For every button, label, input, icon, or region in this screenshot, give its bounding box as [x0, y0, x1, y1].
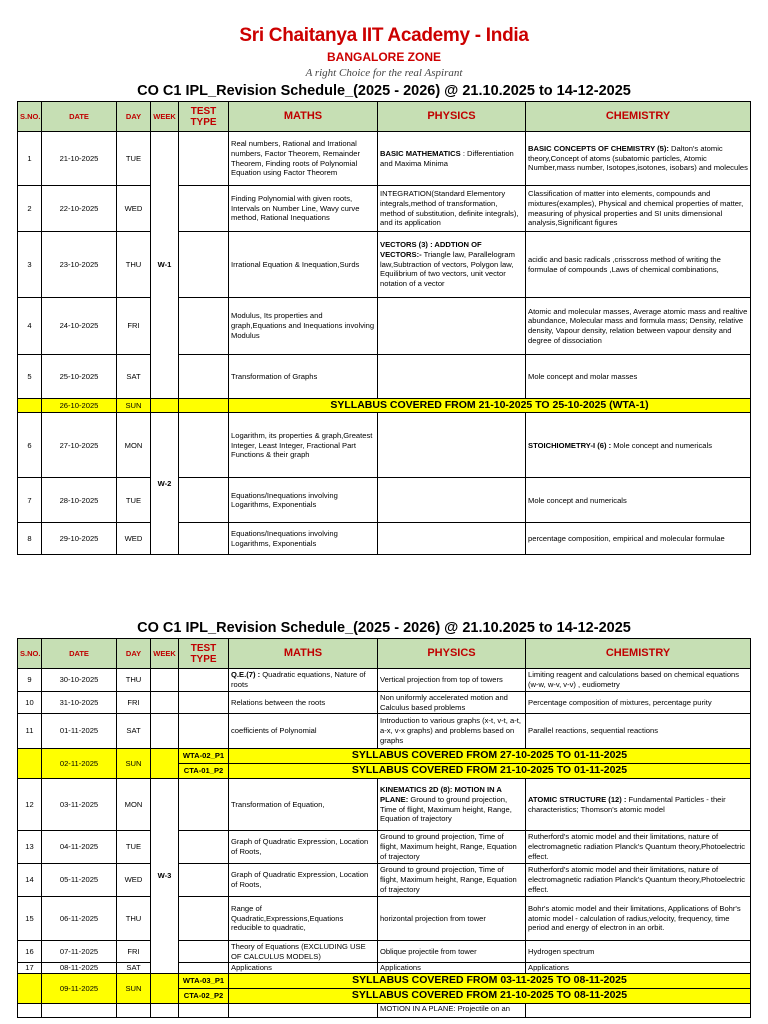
day-cell: SUN: [117, 974, 151, 1004]
maths-cell: Relations between the roots: [229, 692, 378, 714]
sno-cell: 10: [18, 692, 42, 714]
chemistry-cell: percentage composition, empirical and molecular formulae: [526, 523, 751, 555]
day-cell: THU: [117, 232, 151, 298]
test-type-cell: CTA-02_P2: [179, 989, 229, 1004]
physics-cell: Introduction to various graphs (x-t, v-t, a-t, a-x, v-x graphs) and problems based on graphs: [378, 714, 526, 749]
date-cell: 23-10-2025: [42, 232, 117, 298]
physics-cell: KINEMATICS 2D (8): MOTION IN A PLANE: Ground to ground projection, Time of flight, Maximum height, Range, Equation of trajectory: [378, 779, 526, 831]
test-type-cell: [179, 669, 229, 692]
week-cell: [151, 749, 179, 779]
sno-cell: 15: [18, 897, 42, 941]
col-week: WEEK: [151, 102, 179, 132]
table-row: [18, 714, 751, 749]
chemistry-cell: Mole concept and numericals: [526, 478, 751, 523]
maths-cell: Modulus, Its properties and graph,Equations and Inequations involving Modulus: [229, 298, 378, 355]
date-cell: 08-11-2025: [42, 963, 117, 974]
table-row: [18, 478, 751, 523]
date-cell: 28-10-2025: [42, 478, 117, 523]
sno-cell: [18, 1004, 42, 1018]
day-cell: SAT: [117, 714, 151, 749]
date-cell: 05-11-2025: [42, 864, 117, 897]
day-cell: THU: [117, 669, 151, 692]
chemistry-cell: [526, 1004, 751, 1018]
day-cell: TUE: [117, 132, 151, 186]
sno-cell: 5: [18, 355, 42, 399]
sno-cell: 7: [18, 478, 42, 523]
table-row: [18, 355, 751, 399]
physics-cell: [378, 413, 526, 478]
date-cell: 09-11-2025: [42, 974, 117, 1004]
table-row: [18, 132, 751, 186]
physics-cell: horizontal projection from tower: [378, 897, 526, 941]
sno-cell: 17: [18, 963, 42, 974]
zone-label: BANGALORE ZONE: [327, 50, 441, 64]
maths-cell: Q.E.(7) : Quadratic equations, Nature of roots: [229, 669, 378, 692]
physics-cell: BASIC MATHEMATICS : Differentiation and Maxima Minima: [378, 132, 526, 186]
week-cell: [151, 692, 179, 714]
syllabus-banner-row: [18, 399, 751, 413]
week-cell: [151, 974, 179, 1004]
table-header-row: [18, 102, 751, 132]
maths-cell: coefficients of Polynomial: [229, 714, 378, 749]
sno-cell: [18, 399, 42, 413]
col-week: WEEK: [151, 639, 179, 669]
sno-cell: 16: [18, 941, 42, 963]
physics-cell: VECTORS (3) : ADDTION OF VECTORS:- Triangle law, Parallelogram law,Subtraction of vectors, Polygon law, Equilibrium of two vectors, unit vector notation of a vector: [378, 232, 526, 298]
date-cell: 26-10-2025: [42, 399, 117, 413]
table-row: [18, 232, 751, 298]
maths-cell: Equations/Inequations involving Logarithms, Exponentials: [229, 523, 378, 555]
schedule-title-2: CO C1 IPL_Revision Schedule_(2025 - 2026) @ 21.10.2025 to 14-12-2025: [137, 620, 631, 636]
chemistry-cell: Rutherford's atomic model and their limitations, nature of electromagnetic radiation Planck's Quantum theory,Photoelectric effect.: [526, 864, 751, 897]
test-type-cell: [179, 132, 229, 186]
date-cell: 06-11-2025: [42, 897, 117, 941]
date-cell: 22-10-2025: [42, 186, 117, 232]
sno-cell: 8: [18, 523, 42, 555]
day-cell: SAT: [117, 963, 151, 974]
syllabus-banner-row: [18, 749, 751, 764]
chemistry-cell: BASIC CONCEPTS OF CHEMISTRY (5): Dalton's atomic theory,Concept of atoms (subatomic particles, Atomic Number,mass number, Isotopes,isotones, isobars) and molecules: [526, 132, 751, 186]
date-cell: 29-10-2025: [42, 523, 117, 555]
table-row: [18, 298, 751, 355]
day-cell: SUN: [117, 399, 151, 413]
chemistry-cell: Bohr's atomic model and their limitations, Applications of Bohr's atomic model - calculation of radius,velocity, frequency, time period and energy of electron in an orbit.: [526, 897, 751, 941]
maths-cell: Range of Quadratic,Expressions,Equations reducible to quadratic,: [229, 897, 378, 941]
date-cell: 31-10-2025: [42, 692, 117, 714]
date-cell: 04-11-2025: [42, 831, 117, 864]
col-maths: MATHS: [229, 102, 378, 132]
test-type-cell: [179, 1004, 229, 1018]
schedule-title-1: CO C1 IPL_Revision Schedule_(2025 - 2026) @ 21.10.2025 to 14-12-2025: [137, 83, 631, 99]
test-type-cell: [179, 692, 229, 714]
test-type-cell: [179, 963, 229, 974]
day-cell: THU: [117, 897, 151, 941]
day-cell: TUE: [117, 478, 151, 523]
test-type-cell: [179, 232, 229, 298]
col-date: DATE: [42, 102, 117, 132]
date-cell: 07-11-2025: [42, 941, 117, 963]
test-type-cell: [179, 478, 229, 523]
week-cell: [151, 399, 179, 413]
table-header-row: [18, 639, 751, 669]
maths-cell: [229, 1004, 378, 1018]
test-type-cell: [179, 523, 229, 555]
maths-cell: Applications: [229, 963, 378, 974]
sno-cell: 4: [18, 298, 42, 355]
institute-title: Sri Chaitanya IIT Academy - India: [239, 25, 529, 46]
schedule-table-2: [17, 638, 751, 1018]
table-row: [18, 897, 751, 941]
day-cell: WED: [117, 523, 151, 555]
date-cell: 25-10-2025: [42, 355, 117, 399]
test-type-cell: WTA-02_P1: [179, 749, 229, 764]
day-cell: MON: [117, 779, 151, 831]
date-cell: 24-10-2025: [42, 298, 117, 355]
physics-cell: Applications: [378, 963, 526, 974]
maths-cell: Real numbers, Rational and Irrational numbers, Factor Theorem, Remainder Theorem, Finding roots of Polynomial Equation using Factor Theorem: [229, 132, 378, 186]
chemistry-cell: Hydrogen spectrum: [526, 941, 751, 963]
test-type-cell: [179, 399, 229, 413]
table-row: [18, 941, 751, 963]
day-cell: [117, 1004, 151, 1018]
chemistry-cell: Parallel reactions, sequential reactions: [526, 714, 751, 749]
maths-cell: Graph of Quadratic Expression, Location of Roots,: [229, 864, 378, 897]
physics-cell: Oblique projectile from tower: [378, 941, 526, 963]
physics-cell: INTEGRATION(Standard Elementory integrals,method of transformation, method of substitution, definite integrals), and its application: [378, 186, 526, 232]
test-type-cell: [179, 186, 229, 232]
col-physics: PHYSICS: [378, 639, 526, 669]
week-cell: W-3: [151, 779, 179, 974]
test-type-cell: [179, 831, 229, 864]
chemistry-cell: STOICHIOMETRY-I (6) : Mole concept and numericals: [526, 413, 751, 478]
test-type-cell: [179, 779, 229, 831]
physics-cell: [378, 355, 526, 399]
chemistry-cell: Atomic and molecular masses, Average atomic mass and realtive abundance, Molecular mass and formula mass; Density, relative density, Vapour density, relation between vapour density and degree of dissociation: [526, 298, 751, 355]
maths-cell: Theory of Equations (EXCLUDING USE OF CALCULUS MODELS): [229, 941, 378, 963]
chemistry-cell: Rutherford's atomic model and their limitations, nature of electromagnetic radiation Planck's Quantum theory,Photoelectric effect.: [526, 831, 751, 864]
sno-cell: 3: [18, 232, 42, 298]
week-cell: [151, 1004, 179, 1018]
table-row: [18, 186, 751, 232]
syllabus-banner: SYLLABUS COVERED FROM 21-10-2025 TO 08-11-2025: [229, 989, 751, 1004]
date-cell: 03-11-2025: [42, 779, 117, 831]
sno-cell: 13: [18, 831, 42, 864]
test-type-cell: [179, 298, 229, 355]
syllabus-banner: SYLLABUS COVERED FROM 03-11-2025 TO 08-11-2025: [229, 974, 751, 989]
maths-cell: Logarithm, its properties & graph,Greatest Integer, Least Integer, Fractional Part Functions & their graph: [229, 413, 378, 478]
date-cell: 30-10-2025: [42, 669, 117, 692]
sno-cell: 2: [18, 186, 42, 232]
sno-cell: 9: [18, 669, 42, 692]
sno-cell: [18, 749, 42, 779]
table-row: [18, 963, 751, 974]
date-cell: 02-11-2025: [42, 749, 117, 779]
date-cell: 21-10-2025: [42, 132, 117, 186]
physics-cell: Ground to ground projection, Time of flight, Maximum height, Range, Equation of trajectory: [378, 831, 526, 864]
sno-cell: [18, 974, 42, 1004]
chemistry-cell: acidic and basic radicals ,crisscross method of writing the formulae of compounds ,Laws of chemical combinations,: [526, 232, 751, 298]
col-test-type: TEST TYPE: [179, 102, 229, 132]
col-chemistry: CHEMISTRY: [526, 102, 751, 132]
maths-cell: Equations/Inequations involving Logarithms, Exponentials: [229, 478, 378, 523]
col-day: DAY: [117, 639, 151, 669]
physics-cell: [378, 298, 526, 355]
sno-cell: 1: [18, 132, 42, 186]
col-date: DATE: [42, 639, 117, 669]
day-cell: TUE: [117, 831, 151, 864]
day-cell: WED: [117, 864, 151, 897]
maths-cell: Transformation of Graphs: [229, 355, 378, 399]
physics-cell: [378, 523, 526, 555]
day-cell: MON: [117, 413, 151, 478]
test-type-cell: [179, 897, 229, 941]
day-cell: SUN: [117, 749, 151, 779]
day-cell: FRI: [117, 692, 151, 714]
syllabus-banner: SYLLABUS COVERED FROM 27-10-2025 TO 01-11-2025: [229, 749, 751, 764]
col-sno: S.NO.: [18, 639, 42, 669]
table-row: [18, 1004, 751, 1018]
date-cell: [42, 1004, 117, 1018]
syllabus-banner: SYLLABUS COVERED FROM 21-10-2025 TO 01-11-2025: [229, 764, 751, 779]
tagline: A right Choice for the real Aspirant: [305, 67, 463, 79]
sno-cell: 6: [18, 413, 42, 478]
col-day: DAY: [117, 102, 151, 132]
test-type-cell: [179, 714, 229, 749]
physics-cell: Vertical projection from top of towers: [378, 669, 526, 692]
physics-cell: Ground to ground projection, Time of flight, Maximum height, Range, Equation of trajectory: [378, 864, 526, 897]
test-type-cell: [179, 355, 229, 399]
day-cell: FRI: [117, 298, 151, 355]
day-cell: WED: [117, 186, 151, 232]
col-physics: PHYSICS: [378, 102, 526, 132]
sno-cell: 11: [18, 714, 42, 749]
chemistry-cell: ATOMIC STRUCTURE (12) : Fundamental Particles - their characteristics; Thomson's atomic model: [526, 779, 751, 831]
table-row: [18, 831, 751, 864]
col-test-type: TEST TYPE: [179, 639, 229, 669]
table-row: [18, 413, 751, 478]
col-chemistry: CHEMISTRY: [526, 639, 751, 669]
physics-cell: Non uniformly accelerated motion and Calculus based problems: [378, 692, 526, 714]
syllabus-banner-row: [18, 974, 751, 989]
chemistry-cell: Classification of matter into elements, compounds and mixtures(examples), Physical and chemical properties of matter, measuring of physical properties and SI units dimensional analysis,Significant figures: [526, 186, 751, 232]
table-row: [18, 523, 751, 555]
chemistry-cell: Percentage composition of mixtures, percentage purity: [526, 692, 751, 714]
test-type-cell: WTA-03_P1: [179, 974, 229, 989]
chemistry-cell: Applications: [526, 963, 751, 974]
chemistry-cell: Limiting reagent and calculations based on chemical equations (w-w, w-v, v-v) , eudiometry: [526, 669, 751, 692]
maths-cell: Finding Polynomial with given roots, Intervals on Number Line, Wavy curve method, Rational Inequations: [229, 186, 378, 232]
syllabus-banner: SYLLABUS COVERED FROM 21-10-2025 TO 25-10-2025 (WTA-1): [229, 399, 751, 413]
sno-cell: 12: [18, 779, 42, 831]
week-cell: [151, 714, 179, 749]
test-type-cell: [179, 413, 229, 478]
test-type-cell: [179, 864, 229, 897]
date-cell: 01-11-2025: [42, 714, 117, 749]
chemistry-cell: Mole concept and molar masses: [526, 355, 751, 399]
col-maths: MATHS: [229, 639, 378, 669]
week-cell: [151, 669, 179, 692]
test-type-cell: CTA-01_P2: [179, 764, 229, 779]
date-cell: 27-10-2025: [42, 413, 117, 478]
schedule-table-1: [17, 101, 751, 555]
sno-cell: 14: [18, 864, 42, 897]
table-row: [18, 864, 751, 897]
maths-cell: Irrational Equation & Inequation,Surds: [229, 232, 378, 298]
table-row: [18, 692, 751, 714]
week-cell: W-1: [151, 132, 179, 399]
maths-cell: Transformation of Equation,: [229, 779, 378, 831]
day-cell: FRI: [117, 941, 151, 963]
week-cell: W-2: [151, 413, 179, 555]
day-cell: SAT: [117, 355, 151, 399]
test-type-cell: [179, 941, 229, 963]
physics-cell: [378, 478, 526, 523]
table-row: [18, 669, 751, 692]
col-sno: S.NO.: [18, 102, 42, 132]
maths-cell: Graph of Quadratic Expression, Location of Roots,: [229, 831, 378, 864]
physics-cell: MOTION IN A PLANE: Projectile on an: [378, 1004, 526, 1018]
table-row: [18, 779, 751, 831]
